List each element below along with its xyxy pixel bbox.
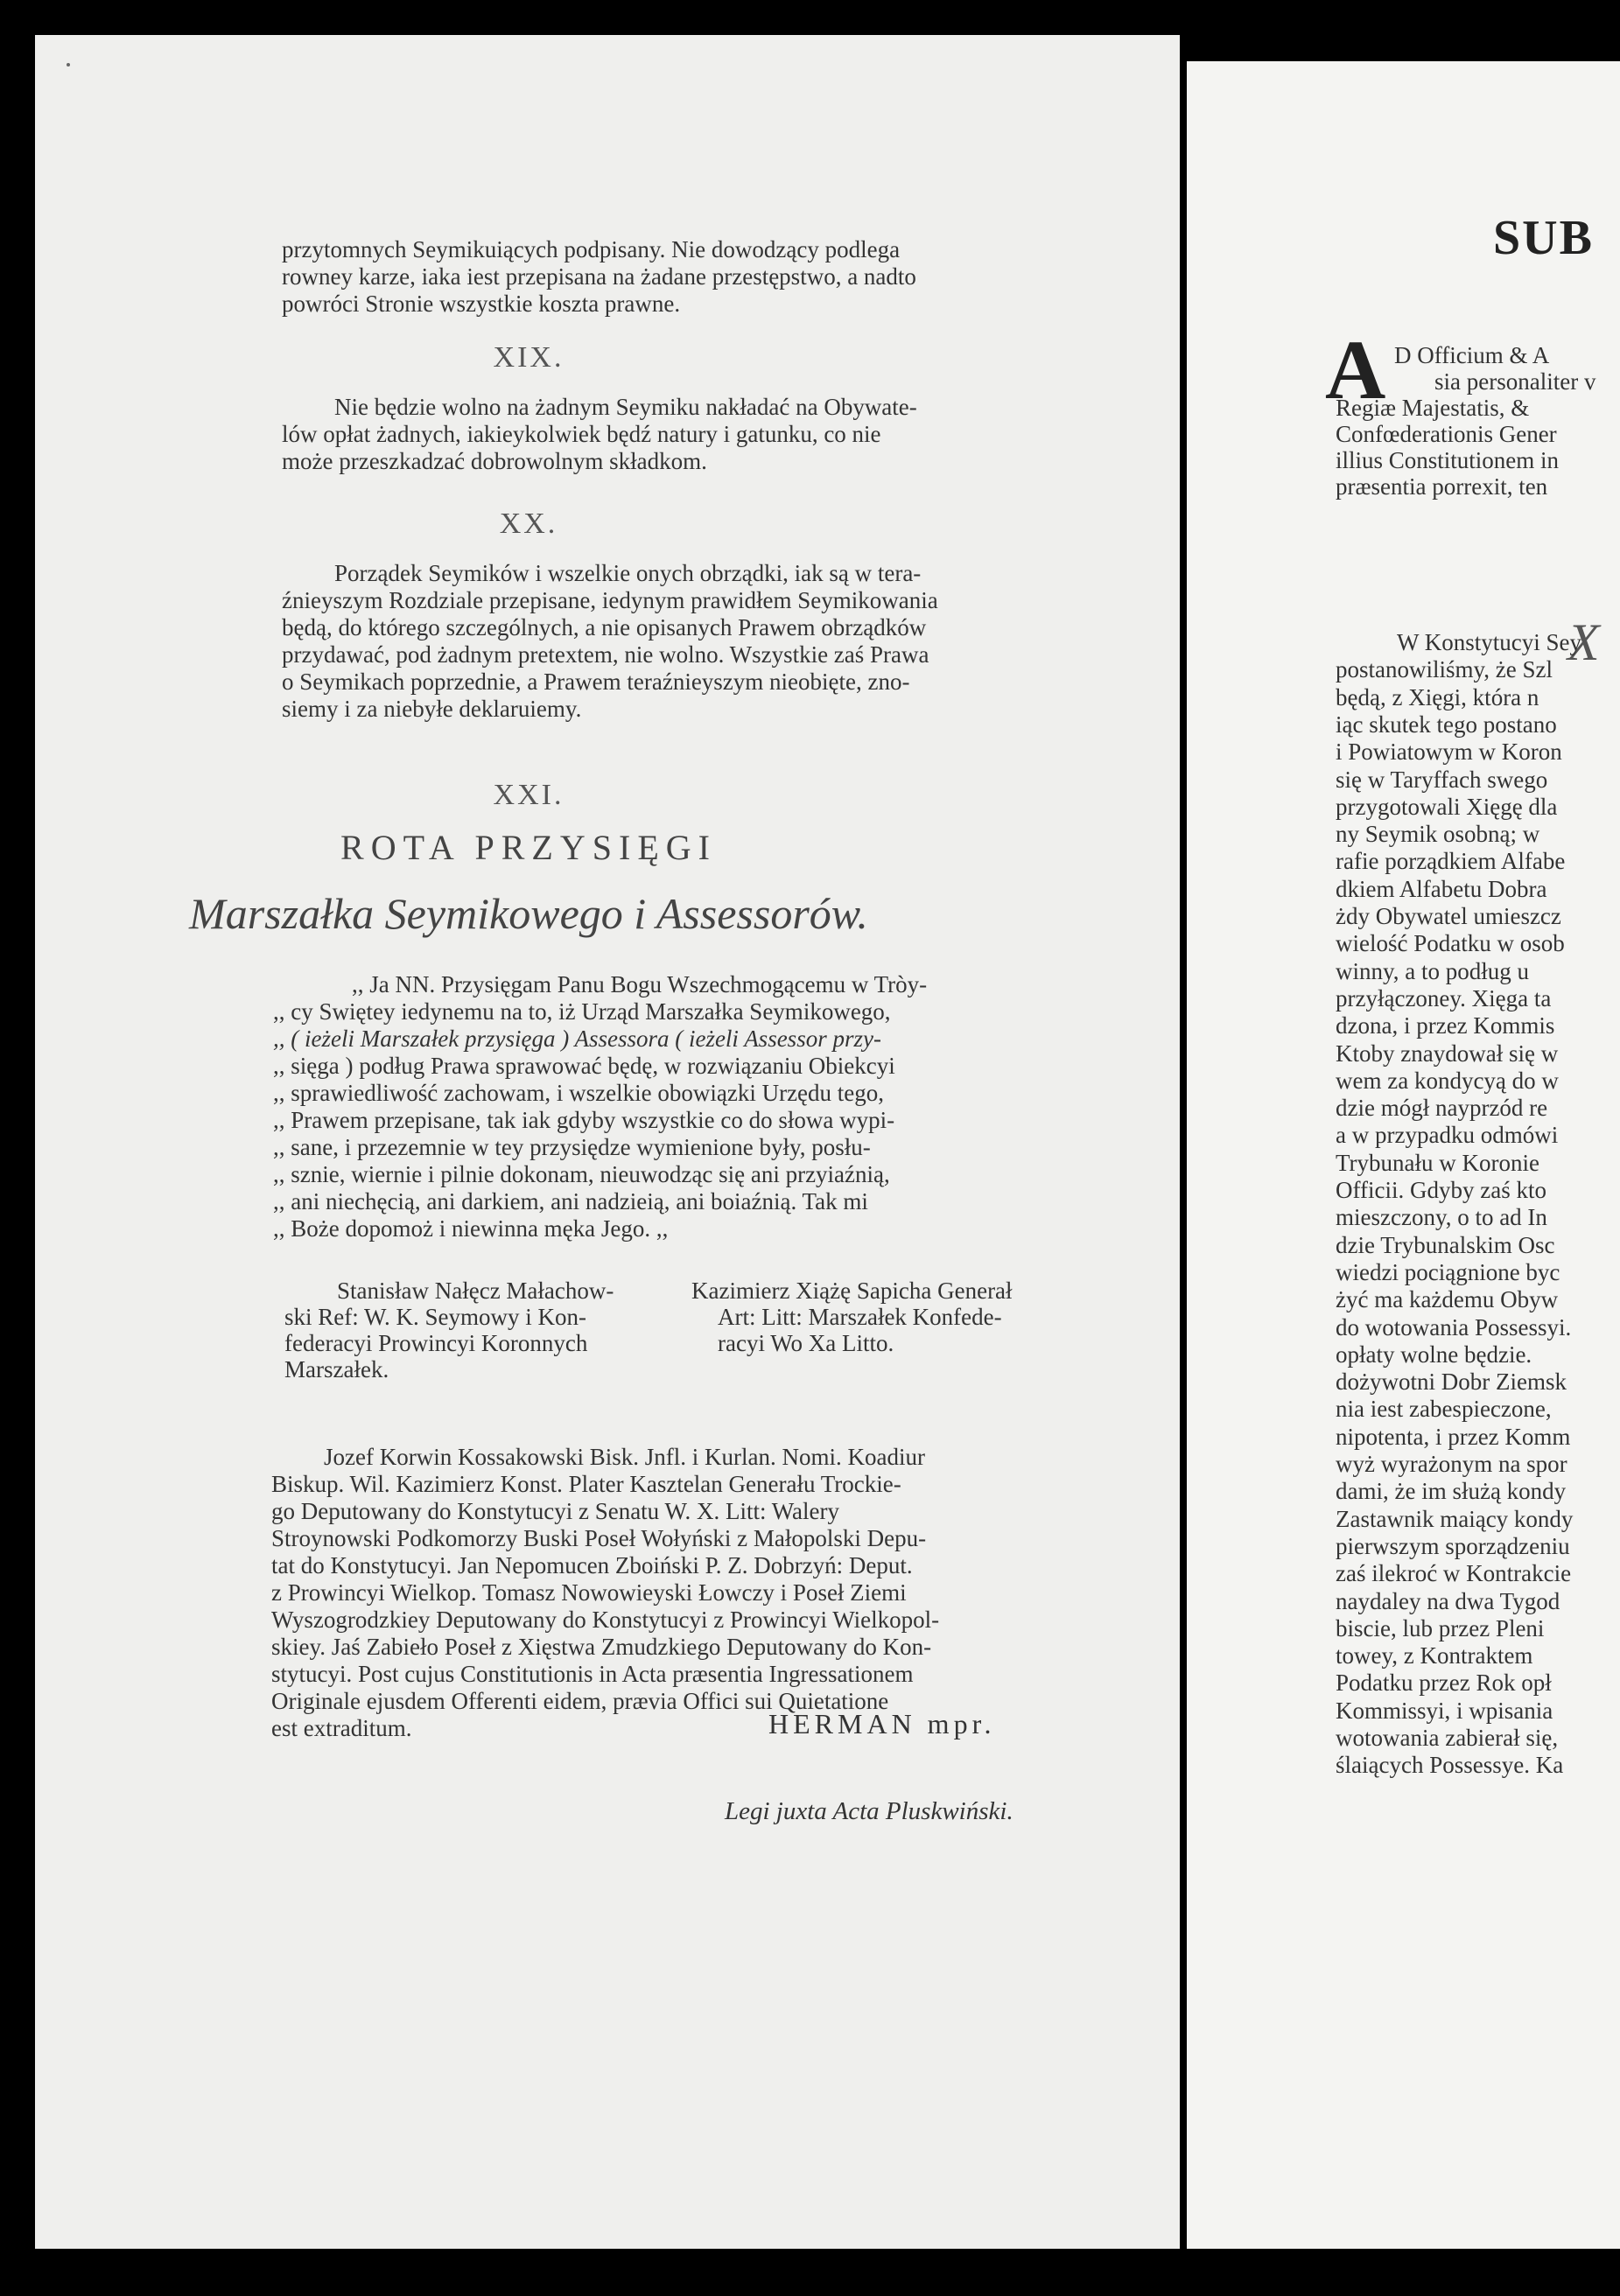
text-line: go Deputowany do Konstytucyi z Senatu W. X. Litt: Walery	[271, 1498, 839, 1524]
text-line: Kazimierz Xiążę Sapicha Generał	[691, 1278, 1013, 1304]
text-line: dzie mógł nayprzód re	[1336, 1095, 1548, 1122]
text-line: przytomnych Seymikuiących podpisany. Nie dowodzący podlega	[282, 236, 901, 262]
text-line: wem za kondycyą do w	[1336, 1067, 1559, 1094]
text-line: federacyi Prowincyi Koronnych	[284, 1330, 588, 1356]
text-line: tat do Konstytucyi. Jan Nepomucen Zboiński P. Z. Dobrzyń: Deput.	[271, 1552, 913, 1578]
text-line: naydaley na dwa Tygod	[1336, 1587, 1560, 1614]
text-line: dzona, i przez Kommis	[1336, 1012, 1555, 1040]
text-line: wotowania zabierał się,	[1336, 1725, 1559, 1751]
text-line: z Prowincyi Wielkop. Tomasz Nowowieyski Łowczy i Poseł Ziemi	[271, 1579, 907, 1606]
text-line: Porządek Seymików i wszelkie onych obrządki, iak są w tera-	[334, 560, 922, 586]
text-line: ski Ref: W. K. Seymowy i Kon-	[284, 1304, 587, 1330]
text-line: Confœderationis Gener	[1336, 421, 1557, 447]
text-line: ,, ( ieżeli Marszałek przysięga ) Assessora ( ieżeli Assessor przy-	[273, 1026, 881, 1052]
right-section-number: X	[1567, 613, 1600, 671]
oath-subheading: Marszałka Seymikowego i Assessorów.	[189, 889, 868, 938]
text-line: ,, ani niechęcią, ani darkiem, ani nadzieią, ani boiaźnią. Tak mi	[273, 1188, 868, 1214]
text-line: nia iest zabespieczone,	[1336, 1396, 1552, 1423]
text-line: siemy i za niebyłe deklaruiemy.	[282, 696, 582, 722]
legi-note: Legi juxta Acta Pluskwiński.	[725, 1797, 1013, 1825]
text-line: Ktoby znaydował się w	[1336, 1040, 1559, 1067]
text-line: ślaiących Possessye. Ka	[1336, 1752, 1564, 1779]
text-line: iąc skutek tego postano	[1336, 710, 1557, 738]
text-line: o Seymikach poprzednie, a Prawem teraźnieyszym nieobięte, zno-	[282, 668, 910, 695]
text-line: sia personaliter v	[1434, 368, 1596, 395]
text-line: się w Taryffach swego	[1336, 766, 1548, 793]
text-line: stytucyi. Post cujus Constitutionis in Acta præsentia Ingressationem	[271, 1661, 914, 1687]
text-line: mieszczony, o to ad In	[1336, 1204, 1547, 1231]
text-line: i Powiatowym w Koron	[1336, 738, 1562, 766]
text-line: ,, sięga ) podług Prawa sprawować będę, w rozwiązaniu Obiekcyi	[273, 1053, 895, 1079]
text-line: Jozef Korwin Kossakowski Bisk. Jnfl. i Kurlan. Nomi. Koadiur	[324, 1444, 925, 1470]
text-line: towey, z Kontraktem	[1336, 1642, 1533, 1670]
text-line: Officii. Gdyby zaś kto	[1336, 1177, 1546, 1203]
herman-signature: HERMAN mpr.	[768, 1708, 996, 1740]
text-line: postanowiliśmy, że Szl	[1336, 656, 1553, 683]
drop-cap: A	[1325, 323, 1386, 416]
text-line: żdy Obywatel umieszcz	[1336, 903, 1561, 929]
text-line: przygotowali Xięgę dla	[1336, 793, 1558, 820]
text-line: Zastawnik maiący kondy	[1336, 1505, 1574, 1532]
section-xix-paragraph	[282, 394, 1105, 475]
text-line: przyłączoney. Xięga ta	[1336, 984, 1552, 1012]
text-line: dzie Trybunalskim Osc	[1336, 1231, 1555, 1258]
text-line: Wyszogrodzkiey Deputowany do Konstytucyi z Prowincyi Wielkopol-	[271, 1606, 940, 1633]
text-line: Podatku przez Rok opł	[1336, 1670, 1552, 1697]
intro-paragraph	[282, 236, 1105, 318]
signature-malachowski	[284, 1278, 614, 1382]
text-line: pierwszym sporządzeniu	[1336, 1532, 1570, 1559]
specks	[67, 63, 70, 66]
text-line: Biskup. Wil. Kazimierz Konst. Plater Kasztelan Generału Trockie-	[271, 1471, 901, 1497]
text-line: Regiæ Majestatis, &	[1336, 395, 1530, 421]
text-line: nipotenta, i przez Komm	[1336, 1423, 1571, 1450]
oath-text	[273, 971, 1105, 1242]
text-line: dożywotni Dobr Ziemsk	[1336, 1368, 1567, 1396]
text-line: powróci Stronie wszystkie koszta prawne.	[282, 290, 681, 317]
text-line: Kommissyi, i wpisania	[1336, 1697, 1553, 1724]
section-number-xix: XIX.	[493, 341, 565, 374]
text-line: wielość Podatku w osob	[1336, 930, 1565, 957]
text-line: przydawać, pod żadnym pretextem, nie wolno. Wszystkie zaś Prawa	[282, 641, 929, 668]
oath-heading: ROTA PRZYSIĘGI	[340, 828, 717, 867]
text-line: Nie będzie wolno na żadnym Seymiku nakładać na Obywate-	[334, 394, 917, 420]
text-line: Stroynowski Podkomorzy Buski Poseł Wołyński z Małopolski Depu-	[271, 1525, 927, 1551]
right-page-title: SUB	[1493, 211, 1594, 265]
text-line: winny, a to podług u	[1336, 957, 1529, 984]
text-line: opłaty wolne będzie.	[1336, 1340, 1532, 1368]
text-line: do wotowania Possessyi.	[1336, 1313, 1572, 1340]
text-line: żyć ma każdemu Obyw	[1336, 1286, 1559, 1313]
text-line: wyż wyrażonym na spor	[1336, 1451, 1567, 1477]
text-line: biscie, lub przez Pleni	[1336, 1614, 1545, 1642]
right-page	[1187, 61, 1620, 2249]
text-line: Stanisław Nałęcz Małachow-	[337, 1278, 614, 1304]
section-number-xxi: XXI.	[493, 779, 565, 811]
text-line: illius Constitutionem in	[1336, 447, 1560, 473]
text-line: ,, Ja NN. Przysięgam Panu Bogu Wszechmogącemu w Tròy-	[352, 971, 928, 998]
text-line: dkiem Alfabetu Dobra	[1336, 875, 1547, 902]
text-line: ny Seymik osobną; w	[1336, 821, 1540, 848]
text-line: wiedzi pociągnione byc	[1336, 1258, 1560, 1285]
text-line: skiey. Jaś Zabieło Poseł z Xięstwa Zmudzkiego Deputowany do Kon-	[271, 1634, 932, 1660]
text-line: ,, Prawem przepisane, tak iak gdyby wszystkie co do słowa wypi-	[273, 1107, 895, 1133]
text-line: źnieyszym Rozdziale przepisane, iedynym prawidłem Seymikowania	[282, 587, 938, 613]
text-line: ,, sprawiedliwość zachowam, i wszelkie obowiązki Urzędu tego,	[273, 1080, 885, 1106]
section-number-xx: XX.	[499, 508, 558, 540]
text-line: rowney karze, iaka iest przepisana na żadane przestępstwo, a nadto	[282, 263, 916, 290]
text-line: Originale ejusdem Offerenti eidem, prævia Offici sui Quietatione	[271, 1688, 889, 1714]
deputies-paragraph	[271, 1444, 1103, 1742]
signature-sapieha	[691, 1278, 1013, 1356]
text-line: rafie porządkiem Alfabe	[1336, 848, 1566, 875]
text-line: Marszałek.	[284, 1356, 389, 1382]
text-line: præsentia porrexit, ten	[1336, 473, 1548, 500]
text-line: będą, z Xięgi, która n	[1336, 683, 1539, 710]
text-line: W Konstytucyi Sey	[1397, 629, 1581, 655]
text-line: a w przypadku odmówi	[1336, 1122, 1559, 1149]
section-xx-paragraph	[282, 560, 1105, 723]
text-line: ,, cy Swiętey iedynemu na to, iż Urząd Marszałka Seymikowego,	[273, 998, 891, 1025]
text-line: racyi Wo Xa Litto.	[718, 1330, 894, 1356]
text-line: ,, Boże dopomoż i niewinna męka Jego. ,,	[273, 1215, 669, 1242]
left-page	[35, 35, 1180, 2249]
text-line: będą, do którego szczególnych, a nie opisanych Prawem obrządków	[282, 614, 927, 640]
text-line: D Officium & A	[1394, 342, 1550, 368]
text-line: ,, sznie, wiernie i pilnie dokonam, nieuwodząc się ani przyiaźnią,	[273, 1161, 890, 1187]
text-line: est extraditum.	[271, 1715, 412, 1741]
text-line: zaś ilekroć w Kontrakcie	[1336, 1560, 1572, 1587]
text-line: dami, że im służą kondy	[1336, 1478, 1567, 1505]
text-line: lów opłat żadnych, iakieykolwiek będź natury i gatunku, co nie	[282, 421, 881, 447]
text-line: Trybunału w Koronie	[1336, 1149, 1539, 1176]
text-line: może przeszkadzać dobrowolnym składkom.	[282, 448, 707, 474]
text-line: ,, sane, i przezemnie w tey przysiędze wymienione były, posłu-	[273, 1134, 871, 1160]
text-line: Art: Litt: Marszałek Konfede-	[718, 1304, 1002, 1330]
